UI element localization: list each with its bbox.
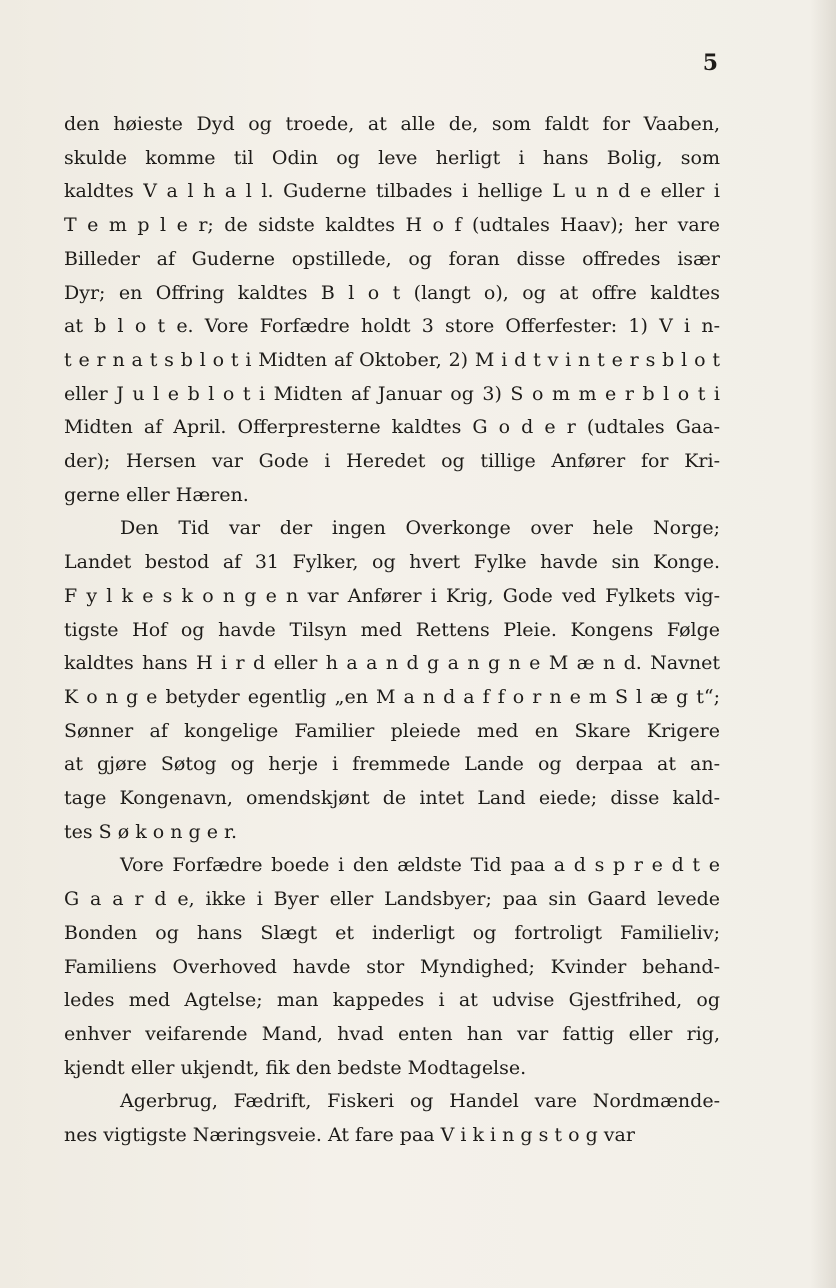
text-line: Midten af April. Offerpresterne kaldtes G o d e r (udtales Gaa- — [64, 416, 720, 439]
text-line: T e m p l e r; de sidste kaldtes H o f (udtales Haav); her vare — [64, 214, 720, 237]
text-line: Sønner af kongelige Familier pleiede med en Skare Krigere — [64, 719, 720, 742]
text-line: F y l k e s k o n g e n var Anfører i Krig, Gode ved Fylkets vig- — [64, 584, 720, 607]
text-line: G a a r d e, ikke i Byer eller Landsbyer; paa sin Gaard levede — [64, 888, 720, 911]
text-line: enhver veifarende Mand, hvad enten han var fattig eller rig, — [64, 1022, 720, 1045]
text-line: tigste Hof og havde Tilsyn med Rettens Pleie. Kongens Følge — [64, 618, 720, 641]
text-line: K o n g e betyder egentlig „en M a n d a f f o r n e m S l æ g t“; — [64, 685, 720, 708]
text-line: Familiens Overhoved havde stor Myndighed; Kvinder behand- — [64, 955, 720, 978]
text-line: Bonden og hans Slægt et inderligt og fortroligt Familieliv; — [64, 921, 720, 944]
text-line: tage Kongenavn, omendskjønt de intet Land eiede; disse kald- — [64, 787, 720, 810]
text-line: Landet bestod af 31 Fylker, og hvert Fylke havde sin Konge. — [64, 551, 720, 574]
text-line: ledes med Agtelse; man kappedes i at udvise Gjestfrihed, og — [64, 989, 720, 1012]
text-line: tes S ø k o n g e r. — [64, 820, 238, 843]
text-line: gerne eller Hæren. — [64, 483, 249, 506]
text-line: t e r n a t s b l o t i Midten af Oktober, 2) M i d t v i n t e r s b l o t — [64, 348, 720, 371]
text-line: at gjøre Søtog og herje i fremmede Lande og derpaa at an- — [64, 753, 720, 776]
text-line: Dyr; en Offring kaldtes B l o t (langt o), og at offre kaldtes — [64, 281, 720, 304]
text-line: Vore Forfædre boede i den ældste Tid paa a d s p r e d t e — [120, 854, 720, 877]
text-line: Agerbrug, Fædrift, Fiskeri og Handel vare Nordmænde- — [120, 1090, 720, 1113]
text-line: den høieste Dyd og troede, at alle de, som faldt for Vaaben, — [64, 113, 720, 135]
text-line: nes vigtigste Næringsveie. At fare paa V i k i n g s t o g var — [64, 1124, 635, 1147]
page-edge-shadow — [810, 0, 836, 1288]
text-line: kaldtes hans H i r d eller h a a n d g a n g n e M æ n d. Navnet — [64, 652, 720, 675]
text-line: eller J u l e b l o t i Midten af Januar og 3) S o m m e r b l o t i — [64, 382, 720, 405]
text-line: kaldtes V a l h a l l. Guderne tilbades i hellige L u n d e eller i — [64, 180, 720, 203]
text-line: Billeder af Guderne opstillede, og foran disse offredes især — [64, 247, 720, 270]
text-line: at b l o t e. Vore Forfædre holdt 3 store Offerfester: 1) V i n- — [64, 315, 720, 338]
text-line: kjendt eller ukjendt, fik den bedste Modtagelse. — [64, 1056, 527, 1079]
text-line: skulde komme til Odin og leve herligt i hans Bolig, som — [64, 146, 720, 169]
page-number: 5 — [702, 50, 718, 76]
text-line: Den Tid var der ingen Overkonge over hele Norge; — [120, 517, 720, 540]
body-text — [64, 108, 720, 1153]
text-line: der); Hersen var Gode i Heredet og tillige Anfører for Kri- — [64, 450, 720, 473]
